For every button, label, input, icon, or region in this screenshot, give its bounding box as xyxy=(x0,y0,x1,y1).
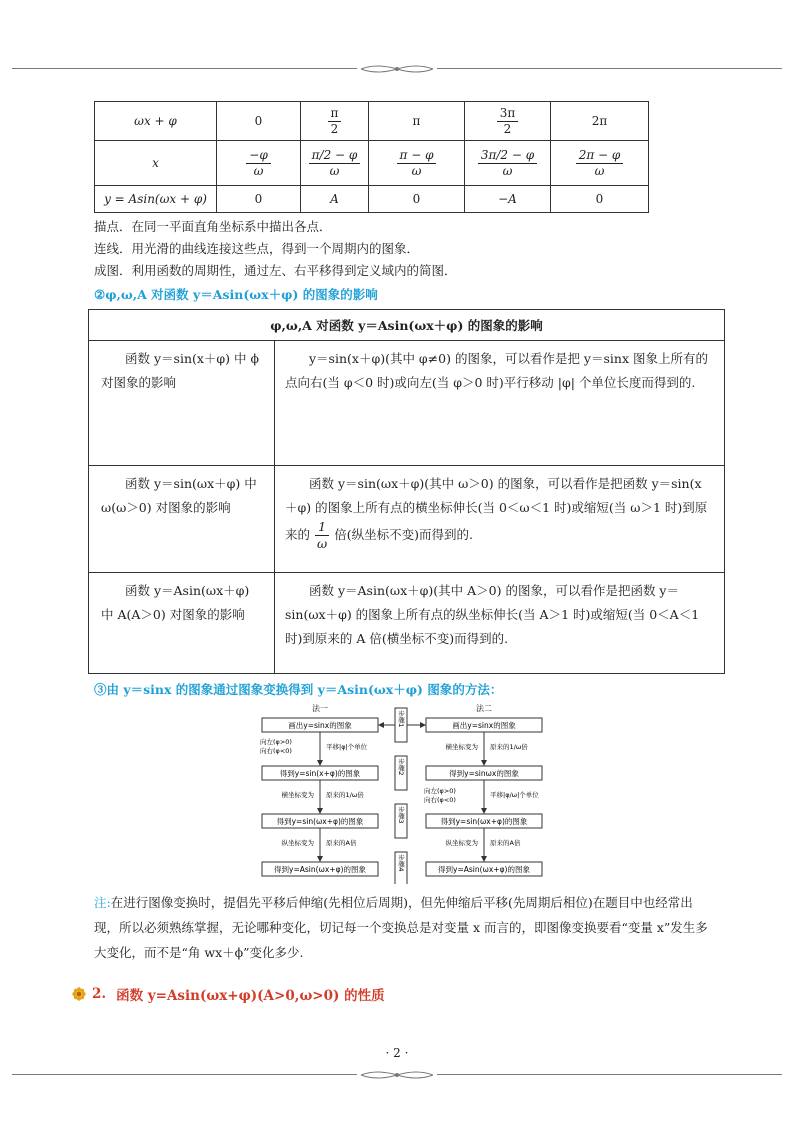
method-one-title: 法一 xyxy=(312,704,328,713)
row-label: ωx + φ xyxy=(95,102,217,141)
table-cell-left: 函数 y＝Asin(ωx＋φ) 中 A(A＞0) 对图象的影响 xyxy=(89,573,275,674)
svg-text:得到y=sin(ωx+φ)的图象: 得到y=sin(ωx+φ)的图象 xyxy=(440,817,528,826)
table-cell: $\frac{\pi/2 - \varphi}{\omega}$ xyxy=(301,141,369,186)
table-row xyxy=(95,141,649,186)
svg-text:得到y=Asin(ωx+φ)的图象: 得到y=Asin(ωx+φ)的图象 xyxy=(274,865,366,874)
table-cell-right: 函数 y＝Asin(ωx＋φ)(其中 A＞0) 的图象，可以看作是把函数 y＝sin(ωx＋φ) 的图象上所有点的纵坐标伸长(当 A＞1 时)或缩短(当 0＜A＜1 时)到原来的 A 倍(横坐标不变)而得到的. xyxy=(275,573,725,674)
step-graph: 成图．利用函数的周期性，通过左、右平移得到定义域内的简图． xyxy=(94,263,457,278)
section-heading-2 xyxy=(72,984,385,1004)
transform-label: 向右(φ<0) xyxy=(260,747,292,755)
transform-flowchart xyxy=(252,702,552,884)
svg-text:步骤4: 步骤4 xyxy=(397,854,405,872)
right-box-4 xyxy=(426,862,542,876)
left-box-1 xyxy=(262,718,378,732)
right-box-1 xyxy=(426,718,542,732)
transform-label: 平移|φ|个单位 xyxy=(326,743,368,751)
step-box-4 xyxy=(395,852,407,884)
step-box-2 xyxy=(395,756,407,790)
table-cell: π xyxy=(369,102,465,141)
svg-text:得到y=Asin(ωx+φ)的图象: 得到y=Asin(ωx+φ)的图象 xyxy=(438,865,530,874)
table-row xyxy=(89,341,725,466)
step-box-1 xyxy=(395,708,407,742)
transform-label: 原来的A倍 xyxy=(326,839,357,847)
table-cell: 0 xyxy=(551,186,649,213)
ornament-icon xyxy=(357,1068,437,1082)
flower-icon xyxy=(72,987,86,1001)
right-box-2 xyxy=(426,766,542,780)
transform-label: 原来的A倍 xyxy=(490,839,521,847)
section-title: 函数 y=Asin(ωx+φ)(A>0,ω>0) 的性质 xyxy=(116,988,385,1004)
table-cell-left: 函数 y＝sin(x＋φ) 中 ϕ 对图象的影响 xyxy=(89,341,275,466)
table-cell-right: 函数 y＝sin(ωx＋φ)(其中 ω＞0) 的图象，可以看作是把函数 y＝sin(x＋φ) 的图象上所有点的横坐标伸长(当 0＜ω＜1 时)或缩短(当 ω＞1 时)到原来的 $\frac{1}{\omega}$ 倍(纵坐标不变)而得到的. xyxy=(275,466,725,573)
top-divider xyxy=(12,62,782,76)
note-text: 在进行图像变换时，提倡先平移后伸缩(先相位后周期)，但先伸缩后平移(先周期后相位)在题目中也经常出现，所以必须熟练掌握，无论哪种变化，切记每一个变换总是对变量 x 而言的，即图像变换要看“变量 x”发生多大变化，而不是“角 wx＋ϕ”变化多少. xyxy=(94,895,708,960)
table-cell: 2π xyxy=(551,102,649,141)
table-header xyxy=(89,310,725,341)
transform-label: 纵坐标变为 xyxy=(445,839,478,847)
table-cell: $\frac{2\pi - \varphi}{\omega}$ xyxy=(551,141,649,186)
note-label: 注: xyxy=(94,895,111,910)
effect-table xyxy=(88,309,725,674)
svg-text:步骤3: 步骤3 xyxy=(397,806,405,824)
svg-text:步骤1: 步骤1 xyxy=(397,710,405,728)
transform-label: 原来的1/ω倍 xyxy=(490,743,528,751)
svg-text:得到y=sinωx的图象: 得到y=sinωx的图象 xyxy=(449,769,519,778)
section-number: 2. xyxy=(92,986,107,1002)
table-cell: $\frac{3\pi/2 - \varphi}{\omega}$ xyxy=(465,141,551,186)
note-paragraph xyxy=(94,890,716,965)
svg-text:画出y=sinx的图象: 画出y=sinx的图象 xyxy=(452,721,516,730)
table-cell: $\frac{\pi - \varphi}{\omega}$ xyxy=(369,141,465,186)
table-row xyxy=(89,466,725,573)
transform-label: 纵坐标变为 xyxy=(281,839,314,847)
table-cell: $\frac{-\varphi}{\omega}$ xyxy=(217,141,301,186)
row-label: y = Asin(ωx + φ) xyxy=(95,186,217,213)
transform-label: 原来的1/ω倍 xyxy=(326,791,364,799)
five-point-table xyxy=(94,101,649,213)
table-cell: A xyxy=(301,186,369,213)
right-box-3 xyxy=(426,814,542,828)
bottom-divider xyxy=(12,1068,782,1082)
heading-effects: ②φ,ω,A 对函数 y＝Asin(ωx＋φ) 的图象的影响 xyxy=(94,287,378,302)
svg-text:步骤2: 步骤2 xyxy=(397,758,405,776)
step-plot: 描点．在同一平面直角坐标系中描出各点． xyxy=(94,219,332,234)
heading-method: ③由 y＝sinx 的图象通过图象变换得到 y＝Asin(ωx＋φ) 图象的方法： xyxy=(94,682,503,697)
transform-label: 横坐标变为 xyxy=(445,743,478,751)
step-connect: 连线．用光滑的曲线连接这些点，得到一个周期内的图象． xyxy=(94,241,420,256)
svg-text:得到y=sin(ωx+φ)的图象: 得到y=sin(ωx+φ)的图象 xyxy=(276,817,364,826)
left-box-2 xyxy=(262,766,378,780)
table-cell: $\frac{\pi}{2}$ xyxy=(301,102,369,141)
table-row xyxy=(89,573,725,674)
table-cell-left: 函数 y＝sin(ωx＋φ) 中 ω(ω＞0) 对图象的影响 xyxy=(89,466,275,573)
row-label: x xyxy=(95,141,217,186)
transform-label: 向左(φ>0) xyxy=(424,787,456,795)
svg-text:得到y=sin(x+φ)的图象: 得到y=sin(x+φ)的图象 xyxy=(279,769,361,778)
table-cell: $\frac{3\pi}{2}$ xyxy=(465,102,551,141)
page-number: · 2 · xyxy=(385,1046,409,1060)
table-cell-right: y＝sin(x＋φ)(其中 φ≠0) 的图象，可以看作是把 y＝sinx 图象上所有的点向右(当 φ＜0 时)或向左(当 φ＞0 时)平行移动 |φ| 个单位长度而得到的. xyxy=(275,341,725,466)
transform-label: 向左(φ>0) xyxy=(260,738,292,746)
table-cell: −A xyxy=(465,186,551,213)
transform-label: 横坐标变为 xyxy=(281,791,314,799)
svg-text:画出y=sinx的图象: 画出y=sinx的图象 xyxy=(288,721,352,730)
table-cell: 0 xyxy=(369,186,465,213)
left-box-4 xyxy=(262,862,378,876)
table-row xyxy=(95,102,649,141)
table-header-cell: φ,ω,A 对函数 y＝Asin(ωx＋φ) 的图象的影响 xyxy=(89,310,725,341)
table-cell: 0 xyxy=(217,102,301,141)
table-cell: 0 xyxy=(217,186,301,213)
transform-label: 平移|φ/ω|个单位 xyxy=(490,791,539,799)
table-row xyxy=(95,186,649,213)
step-box-3 xyxy=(395,804,407,838)
method-two-title: 法二 xyxy=(476,704,492,713)
ornament-icon xyxy=(357,62,437,76)
transform-label: 向右(φ<0) xyxy=(424,796,456,804)
left-box-3 xyxy=(262,814,378,828)
